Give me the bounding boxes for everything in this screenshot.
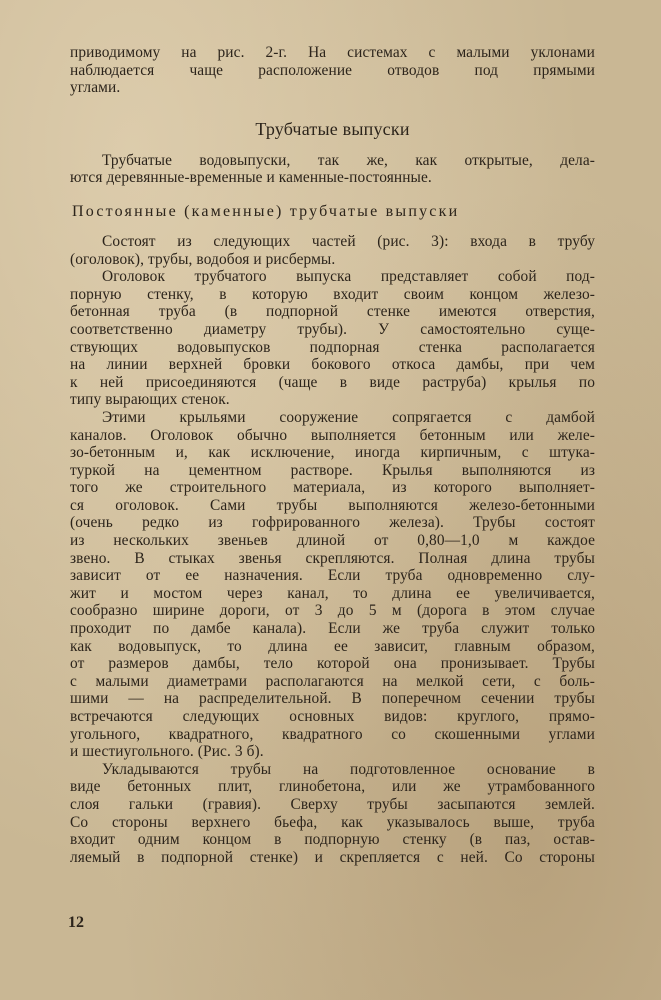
text-line: соответственно диаметру трубы). У самостоятельно суще- xyxy=(70,320,595,338)
text-line: от размеров дамбы, тело которой она пронизывает. Трубы xyxy=(70,655,595,673)
text-line: сообразно ширине дороги, от 3 до 5 м (дорога в этом случае xyxy=(70,602,595,620)
paragraph-2 xyxy=(70,268,595,409)
paragraph-4 xyxy=(70,761,595,867)
text-line: зависит от ее назначения. Если труба одновременно слу- xyxy=(70,567,595,585)
text-line: того же строительного материала, из которого выполняет- xyxy=(70,479,595,497)
text-line: ствующих водовыпусков подпорная стенка располагается xyxy=(70,338,595,356)
text-line: звено. В стыках звенья скрепляются. Полная длина трубы xyxy=(70,549,595,567)
text-line: проходит по дамбе канала). Если же труба служит только xyxy=(70,620,595,638)
text-line: Укладываются трубы на подготовленное основание в xyxy=(102,760,595,778)
text-line: типу вырающих стенок. xyxy=(70,391,230,409)
text-line: входит одним концом в подпорную стенку (в паз, остав- xyxy=(70,831,595,849)
text-line: как водовыпуск, то длина ее зависит, главным образом, xyxy=(70,637,595,655)
paragraph-1 xyxy=(70,233,595,268)
text-line: Состоят из следующих частей (рис. 3): входа в трубу xyxy=(102,232,595,250)
text-line: наблюдается чаще расположение отводов под прямыми xyxy=(70,61,595,79)
text-line: угольного, квадратного, квадратного со скошенными углами xyxy=(70,725,595,743)
text-line: приводимому на рис. 2-г. На системах с малыми уклонами xyxy=(70,44,595,61)
text-line: из нескольких звеньев длиной от 0,80—1,0 м каждое xyxy=(70,532,595,550)
section-paragraph xyxy=(70,152,595,187)
document-page xyxy=(70,44,595,944)
text-line: Трубчатые водовыпуски, так же, как открытые, дела- xyxy=(102,151,595,169)
text-line: ляемый в подпорной стенке) и скрепляется с ней. Со стороны xyxy=(70,848,595,866)
page-number: 12 xyxy=(68,914,84,931)
text-line: бетонная труба (в подпорной стенке имеются отверстия, xyxy=(70,303,595,321)
section-title: Трубчатые выпуски xyxy=(255,118,410,139)
subsection-title: Постоянные (каменные) трубчатые выпуски xyxy=(72,202,460,220)
intro-paragraph xyxy=(70,44,595,97)
text-line: зо-бетонным и, как исключение, иногда кирпичным, с штука- xyxy=(70,444,595,462)
text-line: порную стенку, в которую входит своим концом железо- xyxy=(70,285,595,303)
text-line: ются деревянные-временные и каменные-постоянные. xyxy=(70,169,432,187)
text-line: к ней присоединяются (чаще в виде раструба) крылья по xyxy=(70,373,595,391)
text-line: углами. xyxy=(70,79,121,97)
text-line: каналов. Оголовок обычно выполняется бетонным или желе- xyxy=(70,426,595,444)
text-line: Со стороны верхнего бьефа, как указывалось выше, труба xyxy=(70,813,595,831)
text-line: виде бетонных плит, глинобетона, или же утрамбованного xyxy=(70,778,595,796)
text-line: на линии верхней бровки бокового откоса дамбы, при чем xyxy=(70,356,595,374)
text-line: слоя гальки (гравия). Сверху трубы засыпаются землей. xyxy=(70,795,595,813)
text-line: с малыми диаметрами располагаются на мелкой сети, с боль- xyxy=(70,672,595,690)
paragraph-3 xyxy=(70,409,595,761)
text-line: встречаются следующих основных видов: круглого, прямо- xyxy=(70,708,595,725)
text-line: и шестиугольного. (Рис. 3 б). xyxy=(70,743,264,761)
text-line: (очень редко из гофрированного железа). Трубы состоят xyxy=(70,514,595,532)
text-line: туркой на цементном растворе. Крылья выполняются из xyxy=(70,461,595,479)
text-line: Этими крыльями сооружение сопрягается с дамбой xyxy=(102,408,595,426)
text-line: шими — на распределительной. В поперечном сечении трубы xyxy=(70,690,595,708)
text-line: Оголовок трубчатого выпуска представляет собой под- xyxy=(102,268,595,286)
text-line: жит и мостом через канал, то длина ее увеличивается, xyxy=(70,584,595,602)
text-line: ся оголовок. Сами трубы выполняются железо-бетонными xyxy=(70,496,595,514)
text-line: (оголовок), трубы, водобоя и рисбермы. xyxy=(70,250,336,268)
